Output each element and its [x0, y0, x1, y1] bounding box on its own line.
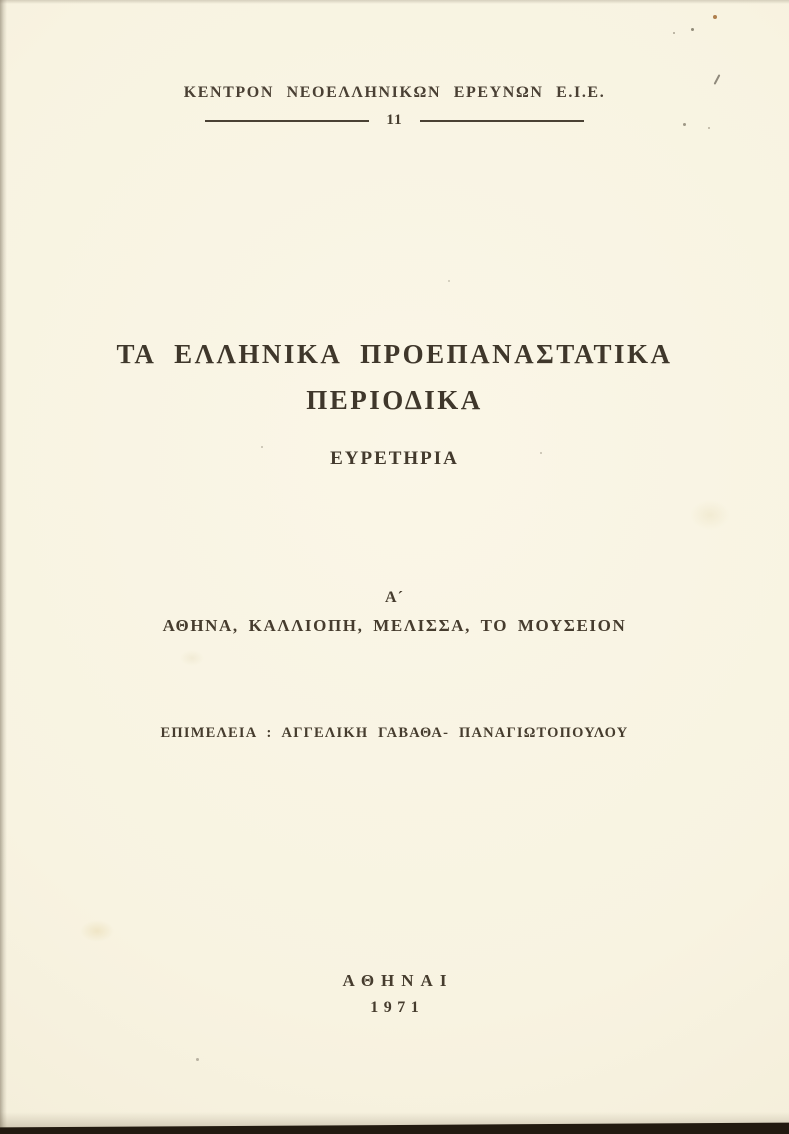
editor-credit: ΕΠΙΜΕΛΕΙΑ : ΑΓΓΕΛΙΚΗ ΓΑΒΑΘΑ- ΠΑΝΑΓΙΩΤΟΠΟΥΛΟΥ	[160, 725, 629, 741]
rule-left	[205, 120, 369, 122]
paper-speckle	[713, 15, 717, 19]
book-title-line1: ΤΑ ΕΛΛΗΝΙΚΑ ΠΡΟΕΠΑΝΑΣΤΑΤΙΚΑ	[116, 339, 673, 369]
paper-speckle	[540, 452, 542, 454]
scan-edge-left	[0, 0, 7, 1134]
rule-right	[420, 120, 584, 122]
paper-speckle	[708, 127, 710, 129]
publication-year: 1971	[370, 999, 425, 1016]
paper-stain	[80, 920, 114, 942]
paper-speckle	[448, 280, 450, 282]
paper-speckle	[196, 1058, 199, 1061]
series-title: ΚΕΝΤΡΟΝ ΝΕΟΕΛΛΗΝΙΚΩΝ ΕΡΕΥΝΩΝ Ε.Ι.Ε.	[183, 84, 606, 101]
series-rule-row	[0, 112, 789, 130]
subtitle: ΕΥΡΕΤΗΡΙΑ	[330, 448, 459, 469]
volume-letter: Α´	[385, 589, 404, 606]
paper-speckle	[673, 32, 675, 34]
paper-speckle	[683, 123, 686, 126]
publication-place: ΑΘΗΝΑΙ	[342, 971, 454, 990]
book-title-line2: ΠΕΡΙΟΔΙΚΑ	[306, 385, 483, 415]
paper-speckle	[691, 28, 694, 31]
series-number: 11	[386, 111, 403, 128]
scan-edge-top	[0, 0, 789, 4]
paper-stain	[690, 500, 730, 530]
book-title	[0, 331, 789, 423]
paper-stain	[180, 650, 204, 666]
volume-periodical-titles: ΑΘΗΝΑ, ΚΑΛΛΙΟΠΗ, ΜΕΛΙΣΣΑ, ΤΟ ΜΟΥΣΕΙΟΝ	[162, 616, 627, 635]
paper-speckle	[261, 446, 263, 448]
